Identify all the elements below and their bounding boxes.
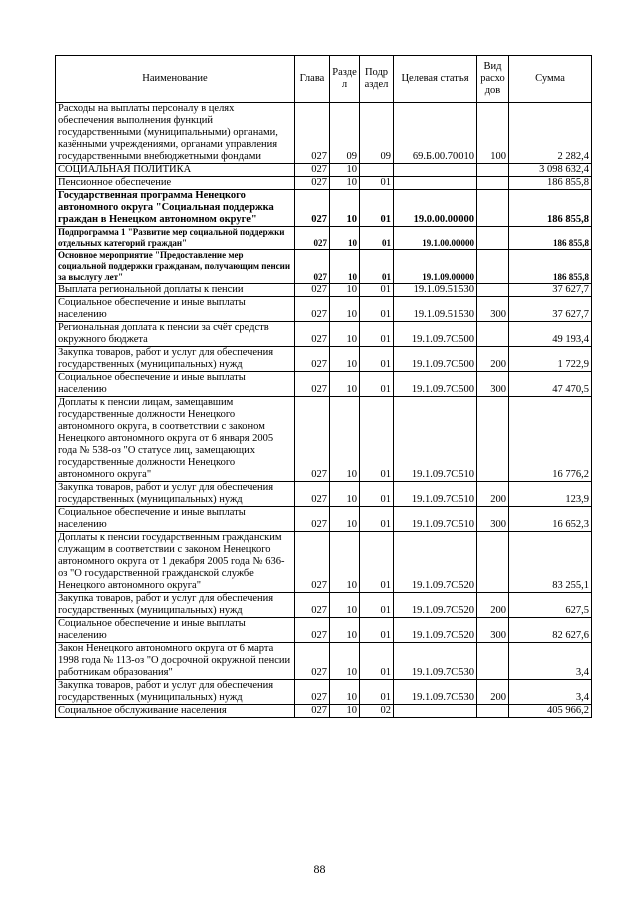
cell-chapter: 027 xyxy=(295,372,330,397)
table-row xyxy=(56,618,592,643)
cell-vr: 200 xyxy=(477,482,509,507)
cell-subsection: 01 xyxy=(360,297,394,322)
cell-sum: 16 652,3 xyxy=(509,507,592,532)
cell-sum: 123,9 xyxy=(509,482,592,507)
cell-vr xyxy=(477,532,509,593)
cell-subsection: 01 xyxy=(360,177,394,190)
header-sum: Сумма xyxy=(509,56,592,103)
cell-vr: 200 xyxy=(477,347,509,372)
cell-name: Подпрограмма 1 "Развитие мер социальной поддержки отдельных категорий граждан" xyxy=(56,227,295,250)
cell-sum: 3,4 xyxy=(509,680,592,705)
cell-subsection: 09 xyxy=(360,103,394,164)
table-row xyxy=(56,507,592,532)
cell-name: Социальное обслуживание населения xyxy=(56,705,295,718)
cell-chapter: 027 xyxy=(295,643,330,680)
cell-vr xyxy=(477,643,509,680)
cell-vr: 300 xyxy=(477,618,509,643)
cell-name: Закупка товаров, работ и услуг для обеспечения государственных (муниципальных) нужд xyxy=(56,680,295,705)
cell-chapter: 027 xyxy=(295,250,330,284)
cell-name: Закупка товаров, работ и услуг для обеспечения государственных (муниципальных) нужд xyxy=(56,482,295,507)
cell-subsection: 01 xyxy=(360,284,394,297)
cell-vr: 100 xyxy=(477,103,509,164)
cell-name: Расходы на выплаты персоналу в целях обеспечения выполнения функций государственными (муниципальными) органами, казёнными учреждениями, органами управления государственными внебюджетными фондами xyxy=(56,103,295,164)
cell-chapter: 027 xyxy=(295,347,330,372)
cell-name: Региональная доплата к пенсии за счёт средств окружного бюджета xyxy=(56,322,295,347)
cell-section: 10 xyxy=(330,397,360,482)
cell-target: 19.1.09.7С520 xyxy=(394,593,477,618)
header-name: Наименование xyxy=(56,56,295,103)
cell-target: 19.1.09.7С500 xyxy=(394,372,477,397)
cell-section: 10 xyxy=(330,593,360,618)
cell-target: 19.1.00.00000 xyxy=(394,227,477,250)
header-chapter: Глава xyxy=(295,56,330,103)
cell-sum: 37 627,7 xyxy=(509,284,592,297)
cell-vr: 200 xyxy=(477,593,509,618)
cell-vr xyxy=(477,250,509,284)
cell-section: 10 xyxy=(330,322,360,347)
cell-vr: 200 xyxy=(477,680,509,705)
table-row xyxy=(56,190,592,227)
table-row xyxy=(56,705,592,718)
table-row xyxy=(56,177,592,190)
cell-name: Доплаты к пенсии государственным гражданским служащим в соответствии с законом Ненецкого автономного округа от 1 декабря 2005 года № 636-оз "О государственной гражданской службе Ненецкого автономного округа" xyxy=(56,532,295,593)
cell-section: 10 xyxy=(330,177,360,190)
cell-subsection: 01 xyxy=(360,593,394,618)
cell-section: 10 xyxy=(330,643,360,680)
cell-section: 10 xyxy=(330,347,360,372)
cell-section: 10 xyxy=(330,532,360,593)
cell-chapter: 027 xyxy=(295,103,330,164)
cell-chapter: 027 xyxy=(295,397,330,482)
cell-subsection: 02 xyxy=(360,705,394,718)
cell-target: 19.1.09.7С510 xyxy=(394,397,477,482)
cell-subsection: 01 xyxy=(360,322,394,347)
cell-target: 19.1.09.7С530 xyxy=(394,643,477,680)
cell-subsection: 01 xyxy=(360,532,394,593)
cell-sum: 186 855,8 xyxy=(509,190,592,227)
cell-name: Государственная программа Ненецкого автономного округа "Социальная поддержка граждан в Ненецком автономном округе" xyxy=(56,190,295,227)
cell-chapter: 027 xyxy=(295,532,330,593)
cell-chapter: 027 xyxy=(295,227,330,250)
cell-sum: 49 193,4 xyxy=(509,322,592,347)
page-number: 88 xyxy=(313,862,326,876)
header-vr: Вид расхо дов xyxy=(477,56,509,103)
cell-chapter: 027 xyxy=(295,680,330,705)
table-header-row xyxy=(56,56,592,103)
cell-subsection: 01 xyxy=(360,372,394,397)
cell-target: 19.1.09.7С510 xyxy=(394,482,477,507)
cell-chapter: 027 xyxy=(295,164,330,177)
cell-target: 19.1.09.7С510 xyxy=(394,507,477,532)
cell-subsection: 01 xyxy=(360,482,394,507)
cell-sum: 186 855,8 xyxy=(509,227,592,250)
cell-section: 10 xyxy=(330,680,360,705)
cell-name: Основное мероприятие "Предоставление мер социальной поддержки гражданам, получающим пенсии за выслугу лет" xyxy=(56,250,295,284)
cell-name: СОЦИАЛЬНАЯ ПОЛИТИКА xyxy=(56,164,295,177)
cell-section: 10 xyxy=(330,250,360,284)
cell-target: 19.1.09.7С500 xyxy=(394,322,477,347)
cell-name: Пенсионное обеспечение xyxy=(56,177,295,190)
cell-target: 19.1.09.7С520 xyxy=(394,532,477,593)
cell-name: Социальное обеспечение и иные выплаты населению xyxy=(56,297,295,322)
cell-section: 10 xyxy=(330,482,360,507)
cell-vr xyxy=(477,177,509,190)
cell-sum: 186 855,8 xyxy=(509,177,592,190)
cell-vr xyxy=(477,164,509,177)
cell-chapter: 027 xyxy=(295,177,330,190)
table-row xyxy=(56,397,592,482)
table-row xyxy=(56,284,592,297)
cell-sum: 186 855,8 xyxy=(509,250,592,284)
cell-sum: 37 627,7 xyxy=(509,297,592,322)
cell-sum: 405 966,2 xyxy=(509,705,592,718)
cell-target: 19.1.09.7С500 xyxy=(394,347,477,372)
table-row xyxy=(56,680,592,705)
cell-sum: 3,4 xyxy=(509,643,592,680)
cell-name: Закон Ненецкого автономного округа от 6 марта 1998 года № 113-оз "О досрочной окружной пенсии работникам образования" xyxy=(56,643,295,680)
cell-vr xyxy=(477,190,509,227)
table-row xyxy=(56,250,592,284)
cell-vr: 300 xyxy=(477,372,509,397)
cell-sum: 2 282,4 xyxy=(509,103,592,164)
cell-subsection xyxy=(360,164,394,177)
cell-subsection: 01 xyxy=(360,507,394,532)
cell-vr xyxy=(477,284,509,297)
cell-vr xyxy=(477,227,509,250)
table-row xyxy=(56,593,592,618)
cell-section: 09 xyxy=(330,103,360,164)
cell-target xyxy=(394,705,477,718)
cell-subsection: 01 xyxy=(360,680,394,705)
table-row xyxy=(56,643,592,680)
cell-chapter: 027 xyxy=(295,618,330,643)
cell-vr: 300 xyxy=(477,297,509,322)
table-row xyxy=(56,164,592,177)
cell-sum: 82 627,6 xyxy=(509,618,592,643)
cell-section: 10 xyxy=(330,190,360,227)
cell-name: Доплаты к пенсии лицам, замещавшим государственные должности Ненецкого автономного округа, в соответствии с законом Ненецкого автономного округа от 6 января 2005 года № 538-оз "О статусе лиц, замещающих государственные должности Ненецкого автономного округа" xyxy=(56,397,295,482)
cell-name: Закупка товаров, работ и услуг для обеспечения государственных (муниципальных) нужд xyxy=(56,347,295,372)
cell-subsection: 01 xyxy=(360,618,394,643)
cell-target xyxy=(394,164,477,177)
cell-section: 10 xyxy=(330,164,360,177)
table-row xyxy=(56,103,592,164)
cell-section: 10 xyxy=(330,507,360,532)
cell-sum: 47 470,5 xyxy=(509,372,592,397)
cell-name: Социальное обеспечение и иные выплаты населению xyxy=(56,507,295,532)
cell-sum: 83 255,1 xyxy=(509,532,592,593)
cell-section: 10 xyxy=(330,705,360,718)
cell-chapter: 027 xyxy=(295,297,330,322)
table-row xyxy=(56,347,592,372)
cell-sum: 16 776,2 xyxy=(509,397,592,482)
table-row xyxy=(56,372,592,397)
cell-vr xyxy=(477,397,509,482)
cell-name: Выплата региональной доплаты к пенсии xyxy=(56,284,295,297)
cell-name: Социальное обеспечение и иные выплаты населению xyxy=(56,372,295,397)
cell-subsection: 01 xyxy=(360,190,394,227)
cell-subsection: 01 xyxy=(360,250,394,284)
cell-target: 69.Б.00.70010 xyxy=(394,103,477,164)
cell-name: Социальное обеспечение и иные выплаты населению xyxy=(56,618,295,643)
cell-subsection: 01 xyxy=(360,397,394,482)
cell-chapter: 027 xyxy=(295,482,330,507)
cell-subsection: 01 xyxy=(360,347,394,372)
cell-chapter: 027 xyxy=(295,190,330,227)
cell-chapter: 027 xyxy=(295,322,330,347)
cell-chapter: 027 xyxy=(295,284,330,297)
cell-target: 19.1.09.00000 xyxy=(394,250,477,284)
cell-target: 19.0.00.00000 xyxy=(394,190,477,227)
cell-target: 19.1.09.51530 xyxy=(394,284,477,297)
cell-chapter: 027 xyxy=(295,593,330,618)
cell-sum: 1 722,9 xyxy=(509,347,592,372)
cell-subsection: 01 xyxy=(360,227,394,250)
table-row xyxy=(56,297,592,322)
cell-chapter: 027 xyxy=(295,705,330,718)
cell-section: 10 xyxy=(330,284,360,297)
cell-section: 10 xyxy=(330,372,360,397)
cell-target: 19.1.09.51530 xyxy=(394,297,477,322)
table-row xyxy=(56,482,592,507)
cell-section: 10 xyxy=(330,227,360,250)
header-target: Целевая статья xyxy=(394,56,477,103)
header-section: Разде л xyxy=(330,56,360,103)
header-subsection: Подр аздел xyxy=(360,56,394,103)
cell-sum: 627,5 xyxy=(509,593,592,618)
table-row xyxy=(56,532,592,593)
cell-vr: 300 xyxy=(477,507,509,532)
table-row xyxy=(56,322,592,347)
cell-target xyxy=(394,177,477,190)
cell-section: 10 xyxy=(330,297,360,322)
cell-target: 19.1.09.7С520 xyxy=(394,618,477,643)
table-row xyxy=(56,227,592,250)
cell-vr xyxy=(477,322,509,347)
cell-target: 19.1.09.7С530 xyxy=(394,680,477,705)
cell-subsection: 01 xyxy=(360,643,394,680)
cell-sum: 3 098 632,4 xyxy=(509,164,592,177)
budget-table xyxy=(55,55,592,718)
cell-chapter: 027 xyxy=(295,507,330,532)
cell-name: Закупка товаров, работ и услуг для обеспечения государственных (муниципальных) нужд xyxy=(56,593,295,618)
cell-vr xyxy=(477,705,509,718)
cell-section: 10 xyxy=(330,618,360,643)
